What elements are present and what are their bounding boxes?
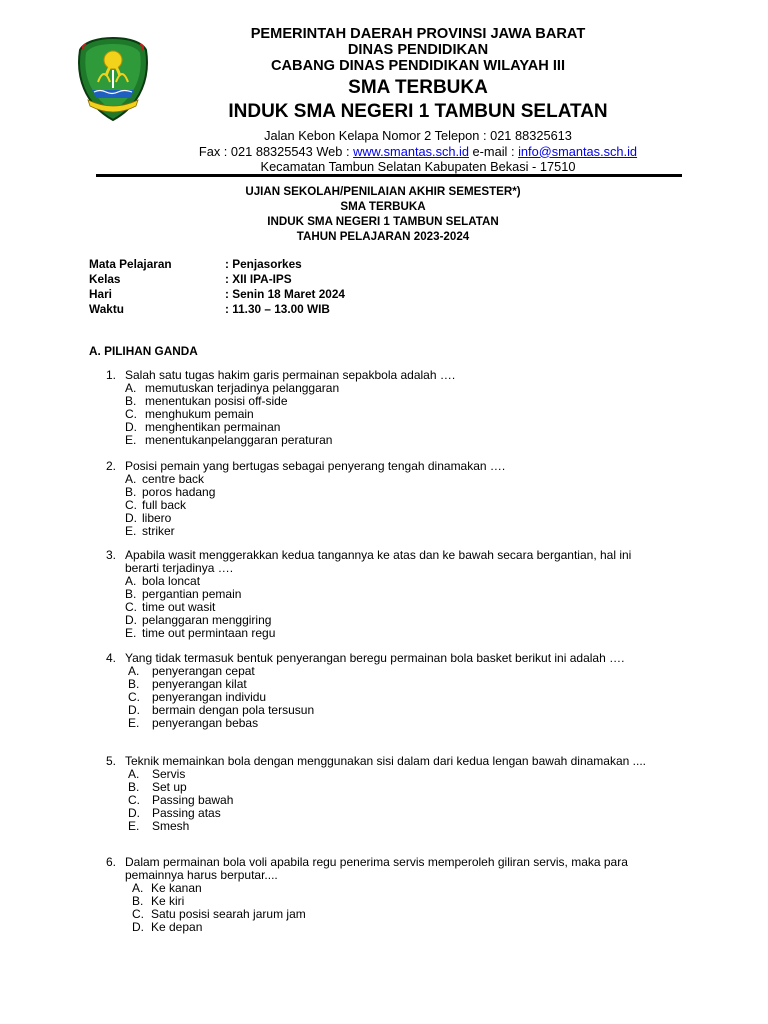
info-row-class (89, 272, 345, 287)
section-title: A. PILIHAN GANDA (89, 344, 198, 358)
question-stem (106, 856, 665, 882)
letterhead-school-type: SMA TERBUKA (348, 77, 488, 98)
info-row-subject (89, 257, 345, 272)
option-letter: A. (125, 381, 137, 395)
option-text: Ke kanan (151, 881, 202, 895)
option-text: Passing atas (152, 806, 221, 820)
option-letter: D. (128, 703, 140, 717)
question-3 (106, 549, 665, 640)
option-letter: C. (125, 600, 137, 614)
exam-title-line2: SMA TERBUKA (340, 200, 426, 213)
question-number: 5. (106, 754, 117, 768)
question-text: Yang tidak termasuk bentuk penyerangan beregu permainan bola basket berikut ini adalah …. (125, 651, 625, 665)
option-letter: E. (125, 626, 137, 640)
option-letter: B. (132, 894, 144, 908)
option-letter: B. (125, 394, 137, 408)
exam-info (89, 257, 345, 317)
answer-option[interactable] (106, 499, 665, 512)
question-text: Dalam permainan bola voli apabila regu penerima servis memperoleh giliran servis, maka para pemainnya harus berputar.... (125, 855, 628, 882)
option-text: penyerangan cepat (152, 664, 255, 678)
option-text: penyerangan kilat (152, 677, 247, 691)
letterhead-district: Kecamatan Tambun Selatan Kabupaten Bekasi - 17510 (260, 159, 576, 174)
exam-title-line4: TAHUN PELAJARAN 2023-2024 (296, 230, 470, 243)
letterhead-school-name: INDUK SMA NEGERI 1 TAMBUN SELATAN (228, 101, 608, 122)
info-label: Mata Pelajaran (89, 257, 172, 271)
option-text: poros hadang (142, 485, 216, 499)
question-number: 2. (106, 459, 117, 473)
option-letter: A. (128, 664, 140, 678)
info-label: Hari (89, 287, 112, 301)
option-letter: D. (125, 511, 137, 525)
answer-option[interactable] (106, 525, 665, 538)
option-letter: C. (132, 907, 144, 921)
fax-web-label: Fax : 021 88325543 Web : (198, 143, 354, 159)
info-value: : Senin 18 Maret 2024 (225, 287, 345, 301)
question-text: Apabila wasit menggerakkan kedua tangannya ke atas dan ke bawah secara bergantian, hal ini berarti terjadinya …. (125, 548, 632, 575)
option-text: pelanggaran menggiring (142, 613, 272, 627)
letterhead-address: Jalan Kebon Kelapa Nomor 2 Telepon : 021 88325613 (264, 128, 572, 143)
question-number: 1. (106, 368, 117, 382)
website-link[interactable]: www.smantas.sch.id (353, 143, 469, 159)
answer-option[interactable] (106, 486, 665, 499)
option-text: Set up (152, 780, 187, 794)
option-text: Ke depan (151, 920, 203, 934)
option-text: penyerangan bebas (152, 716, 259, 730)
email-label: e-mail : (469, 143, 519, 159)
question-stem (106, 755, 665, 768)
answer-option[interactable] (106, 807, 665, 820)
answer-option[interactable] (106, 820, 665, 833)
letterhead-contact (150, 144, 686, 160)
option-text: Ke kiri (151, 894, 185, 908)
option-text: bermain dengan pola tersusun (152, 703, 315, 717)
info-label: Kelas (89, 272, 121, 286)
answer-option[interactable] (106, 921, 665, 934)
option-text: menentukan posisi off-side (145, 394, 288, 408)
info-value: : XII IPA-IPS (225, 272, 292, 286)
option-letter: E. (125, 433, 137, 447)
option-letter: D. (125, 420, 137, 434)
answer-option[interactable] (106, 512, 665, 525)
exam-title (150, 184, 616, 244)
option-letter: C. (125, 407, 137, 421)
option-letter: E. (125, 524, 137, 538)
letterhead-department: DINAS PENDIDIKAN (347, 42, 489, 58)
option-text: time out wasit (142, 600, 216, 614)
question-1 (106, 369, 665, 447)
option-letter: A. (132, 881, 144, 895)
question-number: 4. (106, 651, 117, 665)
info-label: Waktu (89, 302, 124, 316)
option-letter: E. (128, 716, 140, 730)
option-text: Smesh (152, 819, 190, 833)
info-row-time (89, 302, 345, 317)
question-text: Salah satu tugas hakim garis permainan sepakbola adalah …. (125, 368, 456, 382)
option-text: menghukum pemain (145, 407, 254, 421)
option-letter: D. (128, 806, 140, 820)
letterhead-divider (96, 174, 682, 177)
answer-option[interactable] (106, 627, 665, 640)
option-text: menentukanpelanggaran peraturan (145, 433, 333, 447)
option-letter: D. (132, 920, 144, 934)
question-4 (106, 652, 665, 730)
option-letter: A. (128, 767, 140, 781)
question-number: 3. (106, 548, 117, 562)
option-letter: B. (125, 485, 137, 499)
exam-title-line1: UJIAN SEKOLAH/PENILAIAN AKHIR SEMESTER*) (245, 185, 521, 198)
option-letter: B. (128, 780, 140, 794)
answer-option[interactable] (106, 768, 665, 781)
answer-option[interactable] (106, 717, 665, 730)
option-text: pergantian pemain (142, 587, 242, 601)
question-stem (106, 549, 665, 575)
option-text: Passing bawah (152, 793, 234, 807)
question-text: Teknik memainkan bola dengan menggunakan sisi dalam dari kedua lengan bawah dinamakan .... (125, 754, 646, 768)
option-text: centre back (142, 472, 205, 486)
question-text: Posisi pemain yang bertugas sebagai penyerang tengah dinamakan …. (125, 459, 506, 473)
option-text: menghentikan permainan (145, 420, 281, 434)
option-letter: B. (128, 677, 140, 691)
letterhead-branch: CABANG DINAS PENDIDIKAN WILAYAH III (270, 58, 566, 74)
option-letter: A. (125, 472, 137, 486)
question-6 (106, 856, 665, 934)
exam-title-line3: INDUK SMA NEGERI 1 TAMBUN SELATAN (267, 215, 499, 228)
question-number: 6. (106, 855, 117, 869)
option-letter: D. (125, 613, 137, 627)
info-value: : 11.30 – 13.00 WIB (225, 302, 330, 316)
option-letter: C. (128, 690, 140, 704)
option-text: bola loncat (142, 574, 201, 588)
option-text: striker (142, 524, 175, 538)
jawa-barat-logo (76, 36, 150, 122)
answer-option[interactable] (106, 882, 665, 895)
option-text: Satu posisi searah jarum jam (151, 907, 306, 921)
letterhead-government: PEMERINTAH DAERAH PROVINSI JAWA BARAT (250, 26, 586, 42)
question-5 (106, 755, 665, 833)
email-link[interactable]: info@smantas.sch.id (518, 143, 638, 159)
answer-option[interactable] (106, 434, 665, 447)
option-letter: B. (125, 587, 137, 601)
option-text: libero (142, 511, 172, 525)
option-letter: E. (128, 819, 140, 833)
option-letter: C. (125, 498, 137, 512)
question-2 (106, 460, 665, 538)
option-text: time out permintaan regu (142, 626, 276, 640)
option-text: memutuskan terjadinya pelanggaran (145, 381, 340, 395)
option-text: Servis (152, 767, 186, 781)
option-letter: C. (128, 793, 140, 807)
option-text: penyerangan individu (152, 690, 267, 704)
info-value: : Penjasorkes (225, 257, 302, 271)
letterhead (150, 26, 686, 175)
info-row-day (89, 287, 345, 302)
option-text: full back (142, 498, 187, 512)
option-letter: A. (125, 574, 137, 588)
